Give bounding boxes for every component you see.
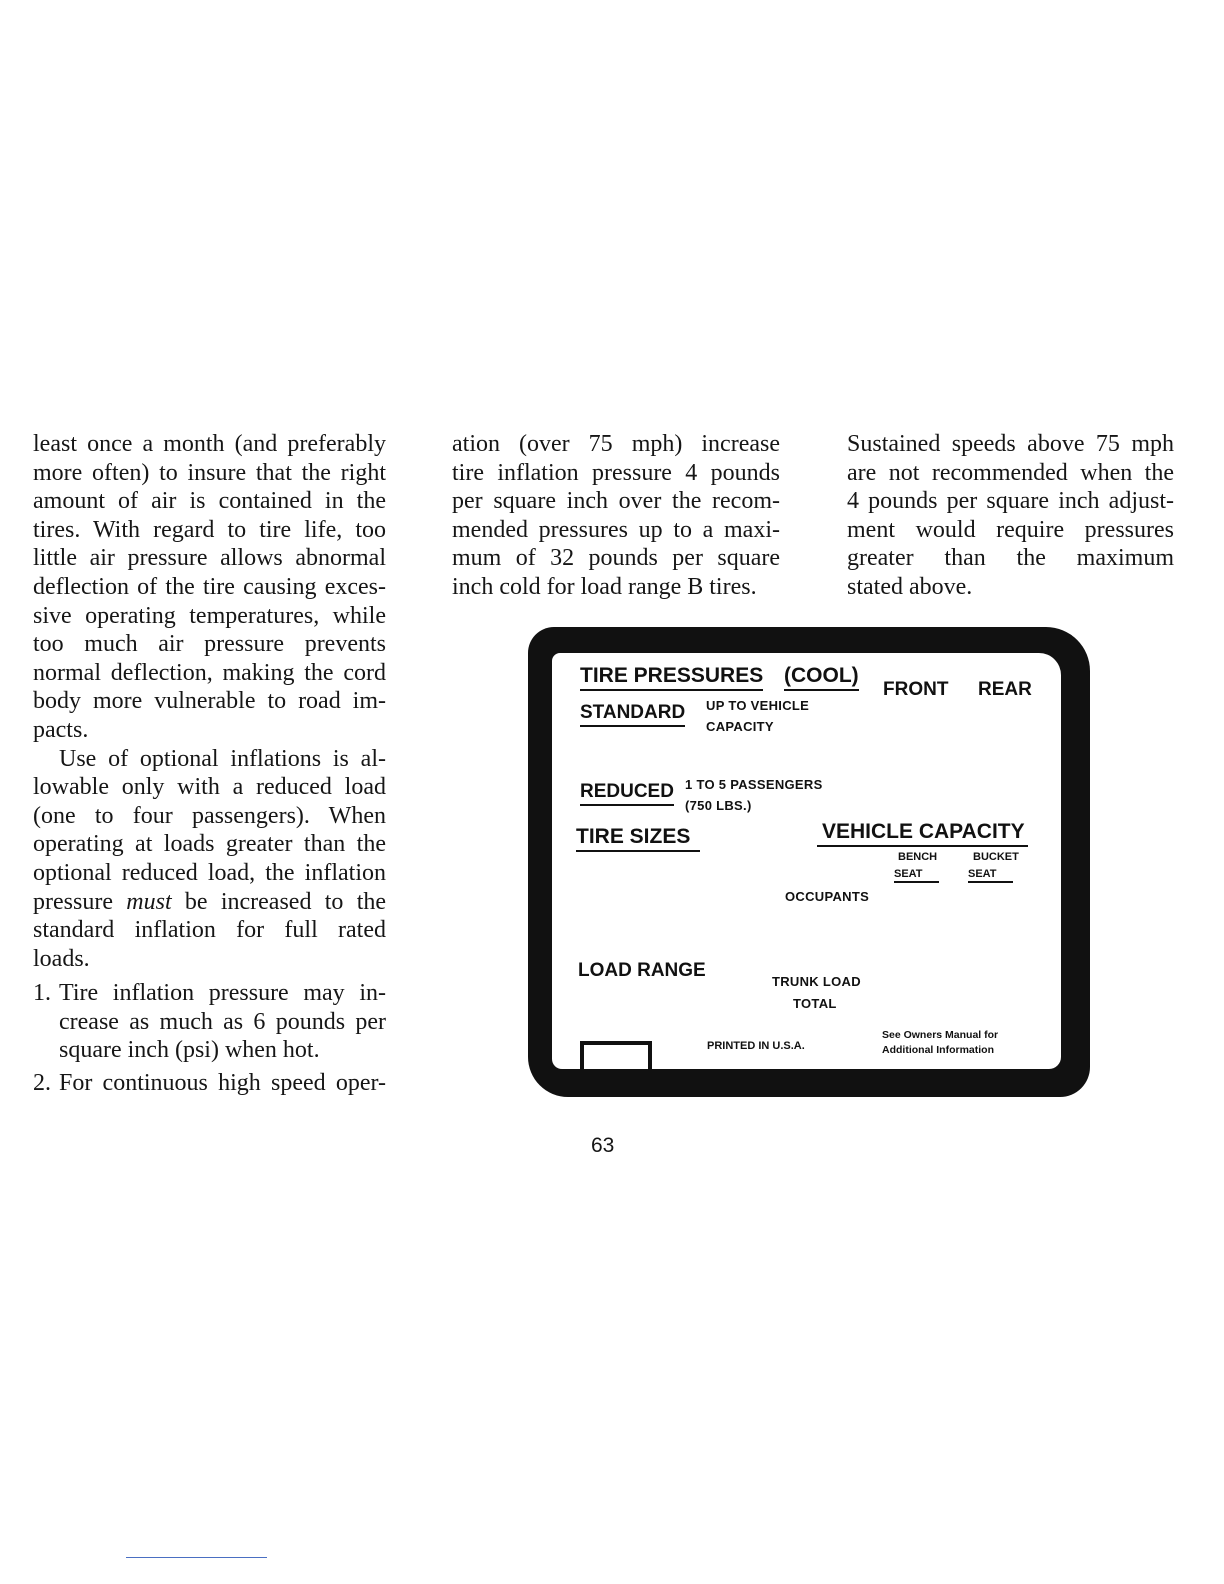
placard-seat-bucket: SEAT (968, 868, 1013, 883)
paragraph-tire-life (33, 430, 386, 745)
numbered-list (33, 979, 386, 1097)
text-line: mended pressures up to a maxi- (452, 516, 780, 543)
text-fragment: be increased to the (171, 888, 387, 915)
placard-rear-label: REAR (978, 679, 1032, 700)
text-line: operating at loads greater than the (33, 831, 386, 858)
list-item (33, 979, 386, 1065)
placard-total: TOTAL (793, 996, 837, 1011)
text-line: ment would require pressures (847, 516, 1174, 543)
text-line: inch cold for load range B tires. (452, 573, 757, 600)
placard-bench-label: BENCH (898, 851, 938, 863)
text-line: sive operating temperatures, while (33, 602, 386, 629)
text-line: loads. (33, 945, 90, 972)
paragraph-optional-inflation (33, 745, 386, 974)
placard-tire-sizes-label: TIRE SIZES (576, 825, 700, 852)
placard-bucket-label: BUCKET (973, 851, 1019, 863)
text-line: optional reduced load, the inflation (33, 859, 386, 886)
text-line: stated above. (847, 573, 973, 600)
placard-lbs: (750 LBS.) (685, 798, 752, 813)
placard-occupants: OCCUPANTS (785, 889, 870, 904)
placard-passengers: 1 TO 5 PASSENGERS (685, 777, 823, 792)
placard-panel (552, 653, 1061, 1069)
list-item-text: For continuous high speed oper- (59, 1070, 386, 1097)
placard-additional-info: Additional Information (882, 1044, 994, 1056)
placard-trunk-load: TRUNK LOAD (772, 974, 861, 989)
text-line: amount of air is contained in the (33, 488, 386, 515)
text-line: ation (over 75 mph) increase (452, 431, 780, 457)
text-line: (one to four passengers). When (33, 802, 386, 829)
placard-load-range-box (580, 1041, 652, 1085)
text-line: mum of 32 pounds per square (452, 545, 780, 572)
paragraph-high-speed (452, 430, 780, 602)
text-line: body more vulnerable to road im- (33, 688, 386, 715)
text-line: standard inflation for full rated (33, 917, 386, 944)
placard-heading-cool: (COOL) (784, 664, 859, 691)
text-line: little air pressure allows abnormal (33, 545, 386, 572)
text-line: least once a month (and preferably (33, 431, 386, 457)
list-item-text: square inch (psi) when hot. (59, 1037, 320, 1064)
tire-pressure-placard (528, 627, 1090, 1097)
footnote-rule (126, 1557, 267, 1558)
emphasis-must: must (126, 888, 172, 915)
placard-reduced-label: REDUCED (580, 781, 674, 806)
text-line: Use of optional inflations is al- (59, 745, 386, 772)
placard-capacity: CAPACITY (706, 719, 774, 734)
text-fragment: pressure (33, 888, 127, 915)
text-column-middle (452, 430, 780, 602)
list-number: 1. (33, 980, 51, 1007)
text-line: greater than the maximum (847, 545, 1174, 572)
text-line: Sustained speeds above 75 mph (847, 431, 1174, 457)
text-line: are not recommended when the (847, 459, 1174, 486)
text-line: deflection of the tire causing exces- (33, 573, 386, 600)
text-line: more often) to insure that the right (33, 459, 386, 486)
text-line: 4 pounds per square inch adjust- (847, 488, 1174, 515)
placard-printed-in: PRINTED IN U.S.A. (707, 1040, 805, 1052)
text-line: per square inch over the recom- (452, 488, 780, 515)
placard-see-manual: See Owners Manual for (882, 1029, 999, 1041)
text-line: pacts. (33, 716, 89, 743)
list-item-text: crease as much as 6 pounds per (59, 1008, 386, 1035)
text-line: too much air pressure prevents (33, 631, 386, 658)
paragraph-sustained-speeds (847, 430, 1174, 602)
text-line-emphasis (33, 888, 386, 917)
text-column-left (33, 430, 386, 1102)
text-column-right (847, 430, 1174, 602)
page-number: 63 (591, 1134, 615, 1157)
list-item (33, 1069, 386, 1098)
placard-vehicle-capacity-label: VEHICLE CAPACITY (817, 820, 1028, 847)
list-item-text: Tire inflation pressure may in- (59, 980, 386, 1007)
placard-standard-label: STANDARD (580, 702, 685, 727)
placard-load-range-label: LOAD RANGE (578, 960, 706, 981)
text-line: lowable only with a reduced load (33, 774, 386, 801)
placard-up-to-vehicle: UP TO VEHICLE (706, 698, 810, 713)
text-line: tire inflation pressure 4 pounds (452, 459, 780, 486)
placard-heading-tire-pressures: TIRE PRESSURES (580, 664, 763, 691)
text-line: tires. With regard to tire life, too (33, 516, 386, 543)
text-line: normal deflection, making the cord (33, 659, 386, 686)
list-number: 2. (33, 1070, 51, 1097)
placard-seat-bench: SEAT (894, 868, 939, 883)
placard-front-label: FRONT (883, 679, 949, 700)
